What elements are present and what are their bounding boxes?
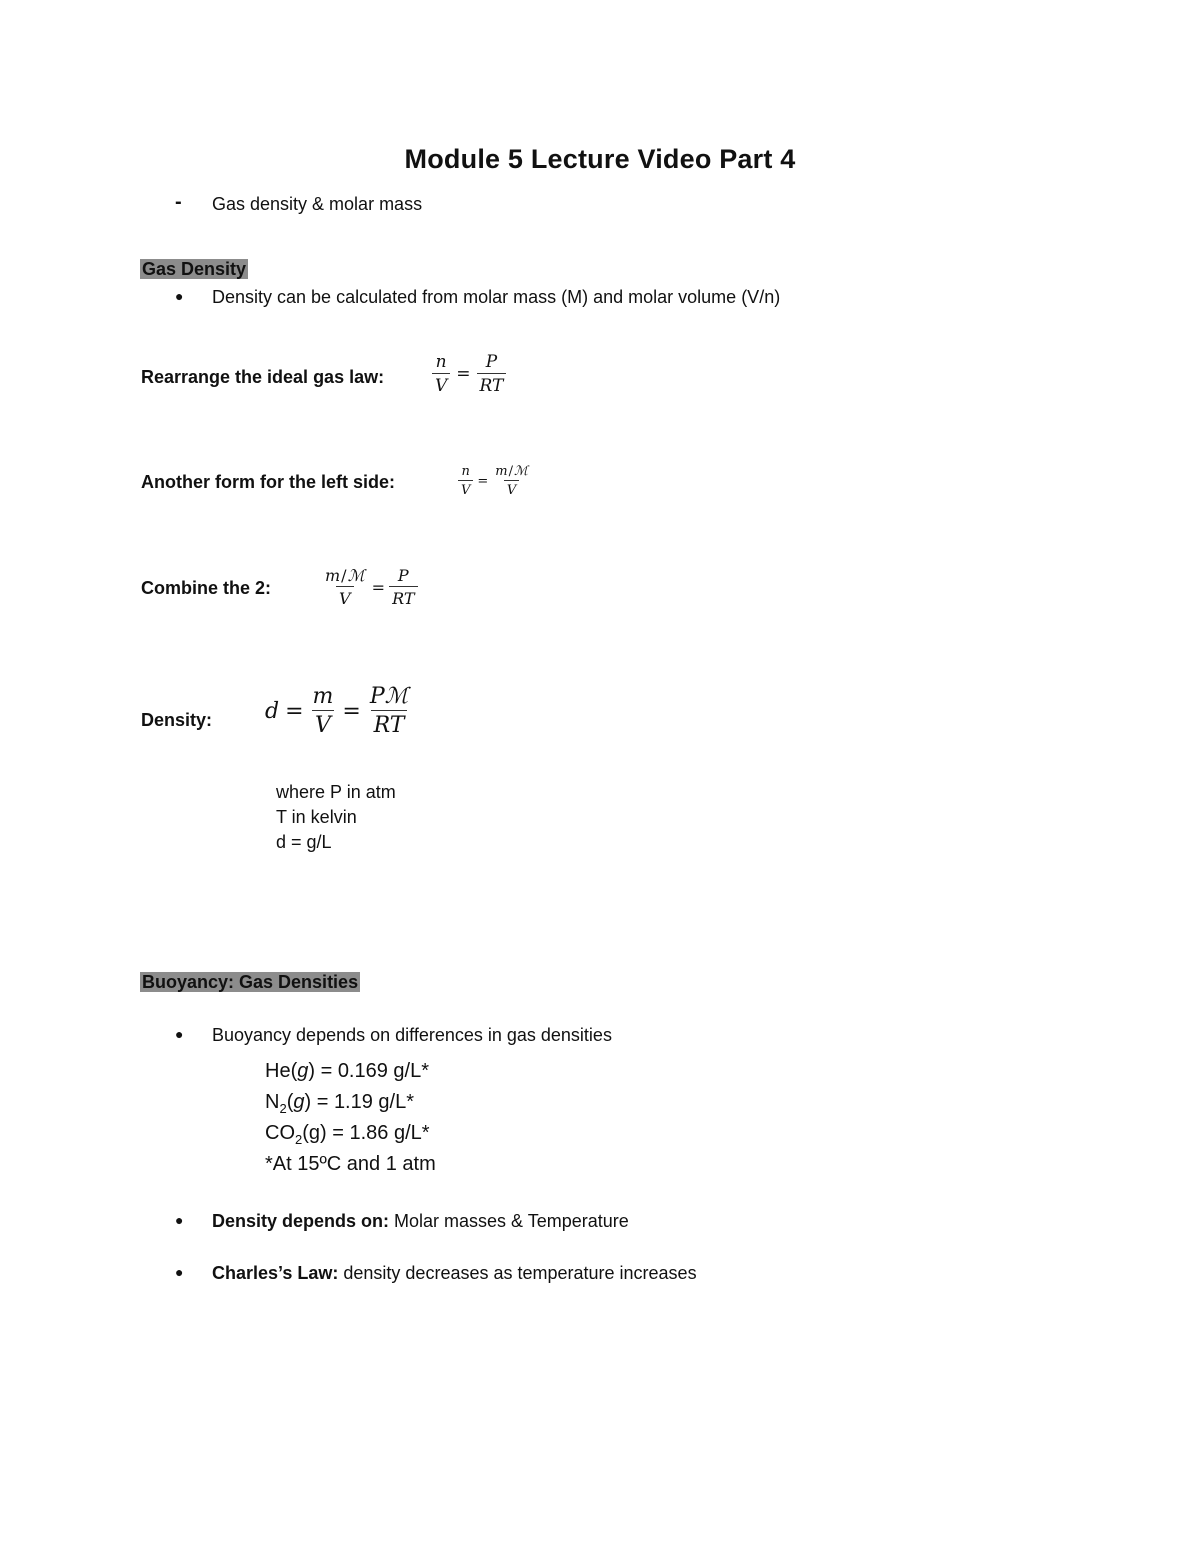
section-heading-buoyancy: Buoyancy: Gas Densities — [142, 972, 359, 992]
eq2-lhs-num: n — [461, 464, 470, 479]
charles-law-bullet: Charles’s Law: density decreases as temperature increases — [212, 1263, 697, 1283]
combined-equation — [322, 566, 418, 608]
eq3-rhs-num: P — [397, 566, 409, 585]
eq3-lhs-den: V — [336, 586, 354, 608]
eq4-v: V — [312, 710, 334, 738]
eq2-m: m — [495, 464, 508, 479]
density-equation — [265, 684, 411, 738]
eq2-op: = — [477, 473, 489, 489]
eq1-lhs-num: n — [435, 352, 447, 372]
eq3-slash: / — [341, 566, 347, 585]
helium-density: He(g) = 0.169 g/L* — [265, 1060, 430, 1082]
note-density-units: d = g/L — [276, 832, 332, 852]
eq3-molar: ℳ — [347, 566, 365, 585]
section-heading-gas-density: Gas Density — [142, 259, 247, 279]
note-temperature: T in kelvin — [276, 807, 357, 827]
density-depends-bullet: Density depends on: Molar masses & Temperature — [212, 1211, 629, 1231]
bullet-dot: ● — [175, 1212, 184, 1228]
eq3-op: = — [371, 577, 386, 597]
nitrogen-density: $N_2(g) = 1.19$ g/L* — [265, 1091, 415, 1116]
eq4-pm: Pℳ — [369, 684, 409, 709]
bullet-dot: ● — [175, 288, 184, 304]
eq4-d: d — [265, 698, 280, 724]
gas-density-bullet: Density can be calculated from molar mass (M) and molar volume (V/n) — [212, 287, 781, 307]
conditions-footnote: *At 15ºC and 1 atm — [265, 1153, 436, 1175]
eq4-op2: = — [342, 698, 361, 724]
left-side-equation — [458, 464, 531, 498]
page-title: Module 5 Lecture Video Part 4 — [404, 144, 796, 174]
eq1-rhs-den: RT — [477, 373, 507, 396]
rearrange-label: Rearrange the ideal gas law: — [141, 367, 385, 387]
intro-text: Gas density & molar mass — [212, 194, 423, 214]
combine-label: Combine the 2: — [141, 578, 272, 598]
eq4-rt: RT — [371, 710, 408, 738]
density-label: Density: — [141, 710, 213, 730]
eq1-rhs-num: P — [485, 352, 498, 372]
eq2-rhs-den: V — [504, 480, 519, 498]
eq3-rhs-den: RT — [389, 586, 417, 608]
bullet-dot: ● — [175, 1264, 184, 1280]
eq2-slash: / — [508, 464, 514, 479]
buoyancy-bullet: Buoyancy depends on differences in gas densities — [212, 1025, 612, 1045]
bullet-dot: ● — [175, 1026, 184, 1042]
eq2-molar: ℳ — [514, 464, 528, 479]
eq1-op: = — [456, 364, 471, 384]
gas-densities-list — [265, 1056, 436, 1180]
ideal-gas-equation — [432, 352, 506, 396]
eq4-op1: = — [285, 698, 304, 724]
eq1-lhs-den: V — [432, 373, 450, 396]
eq2-lhs-den: V — [458, 480, 473, 498]
another-form-label: Another form for the left side: — [141, 472, 396, 492]
dash-bullet: - — [175, 191, 182, 213]
co2-density: $CO_2(g) = 1.86$ g/L* — [265, 1122, 430, 1147]
eq3-m: m — [325, 566, 341, 585]
units-notes — [276, 780, 396, 855]
note-pressure: where P in atm — [276, 782, 396, 802]
eq4-m: m — [312, 684, 334, 709]
